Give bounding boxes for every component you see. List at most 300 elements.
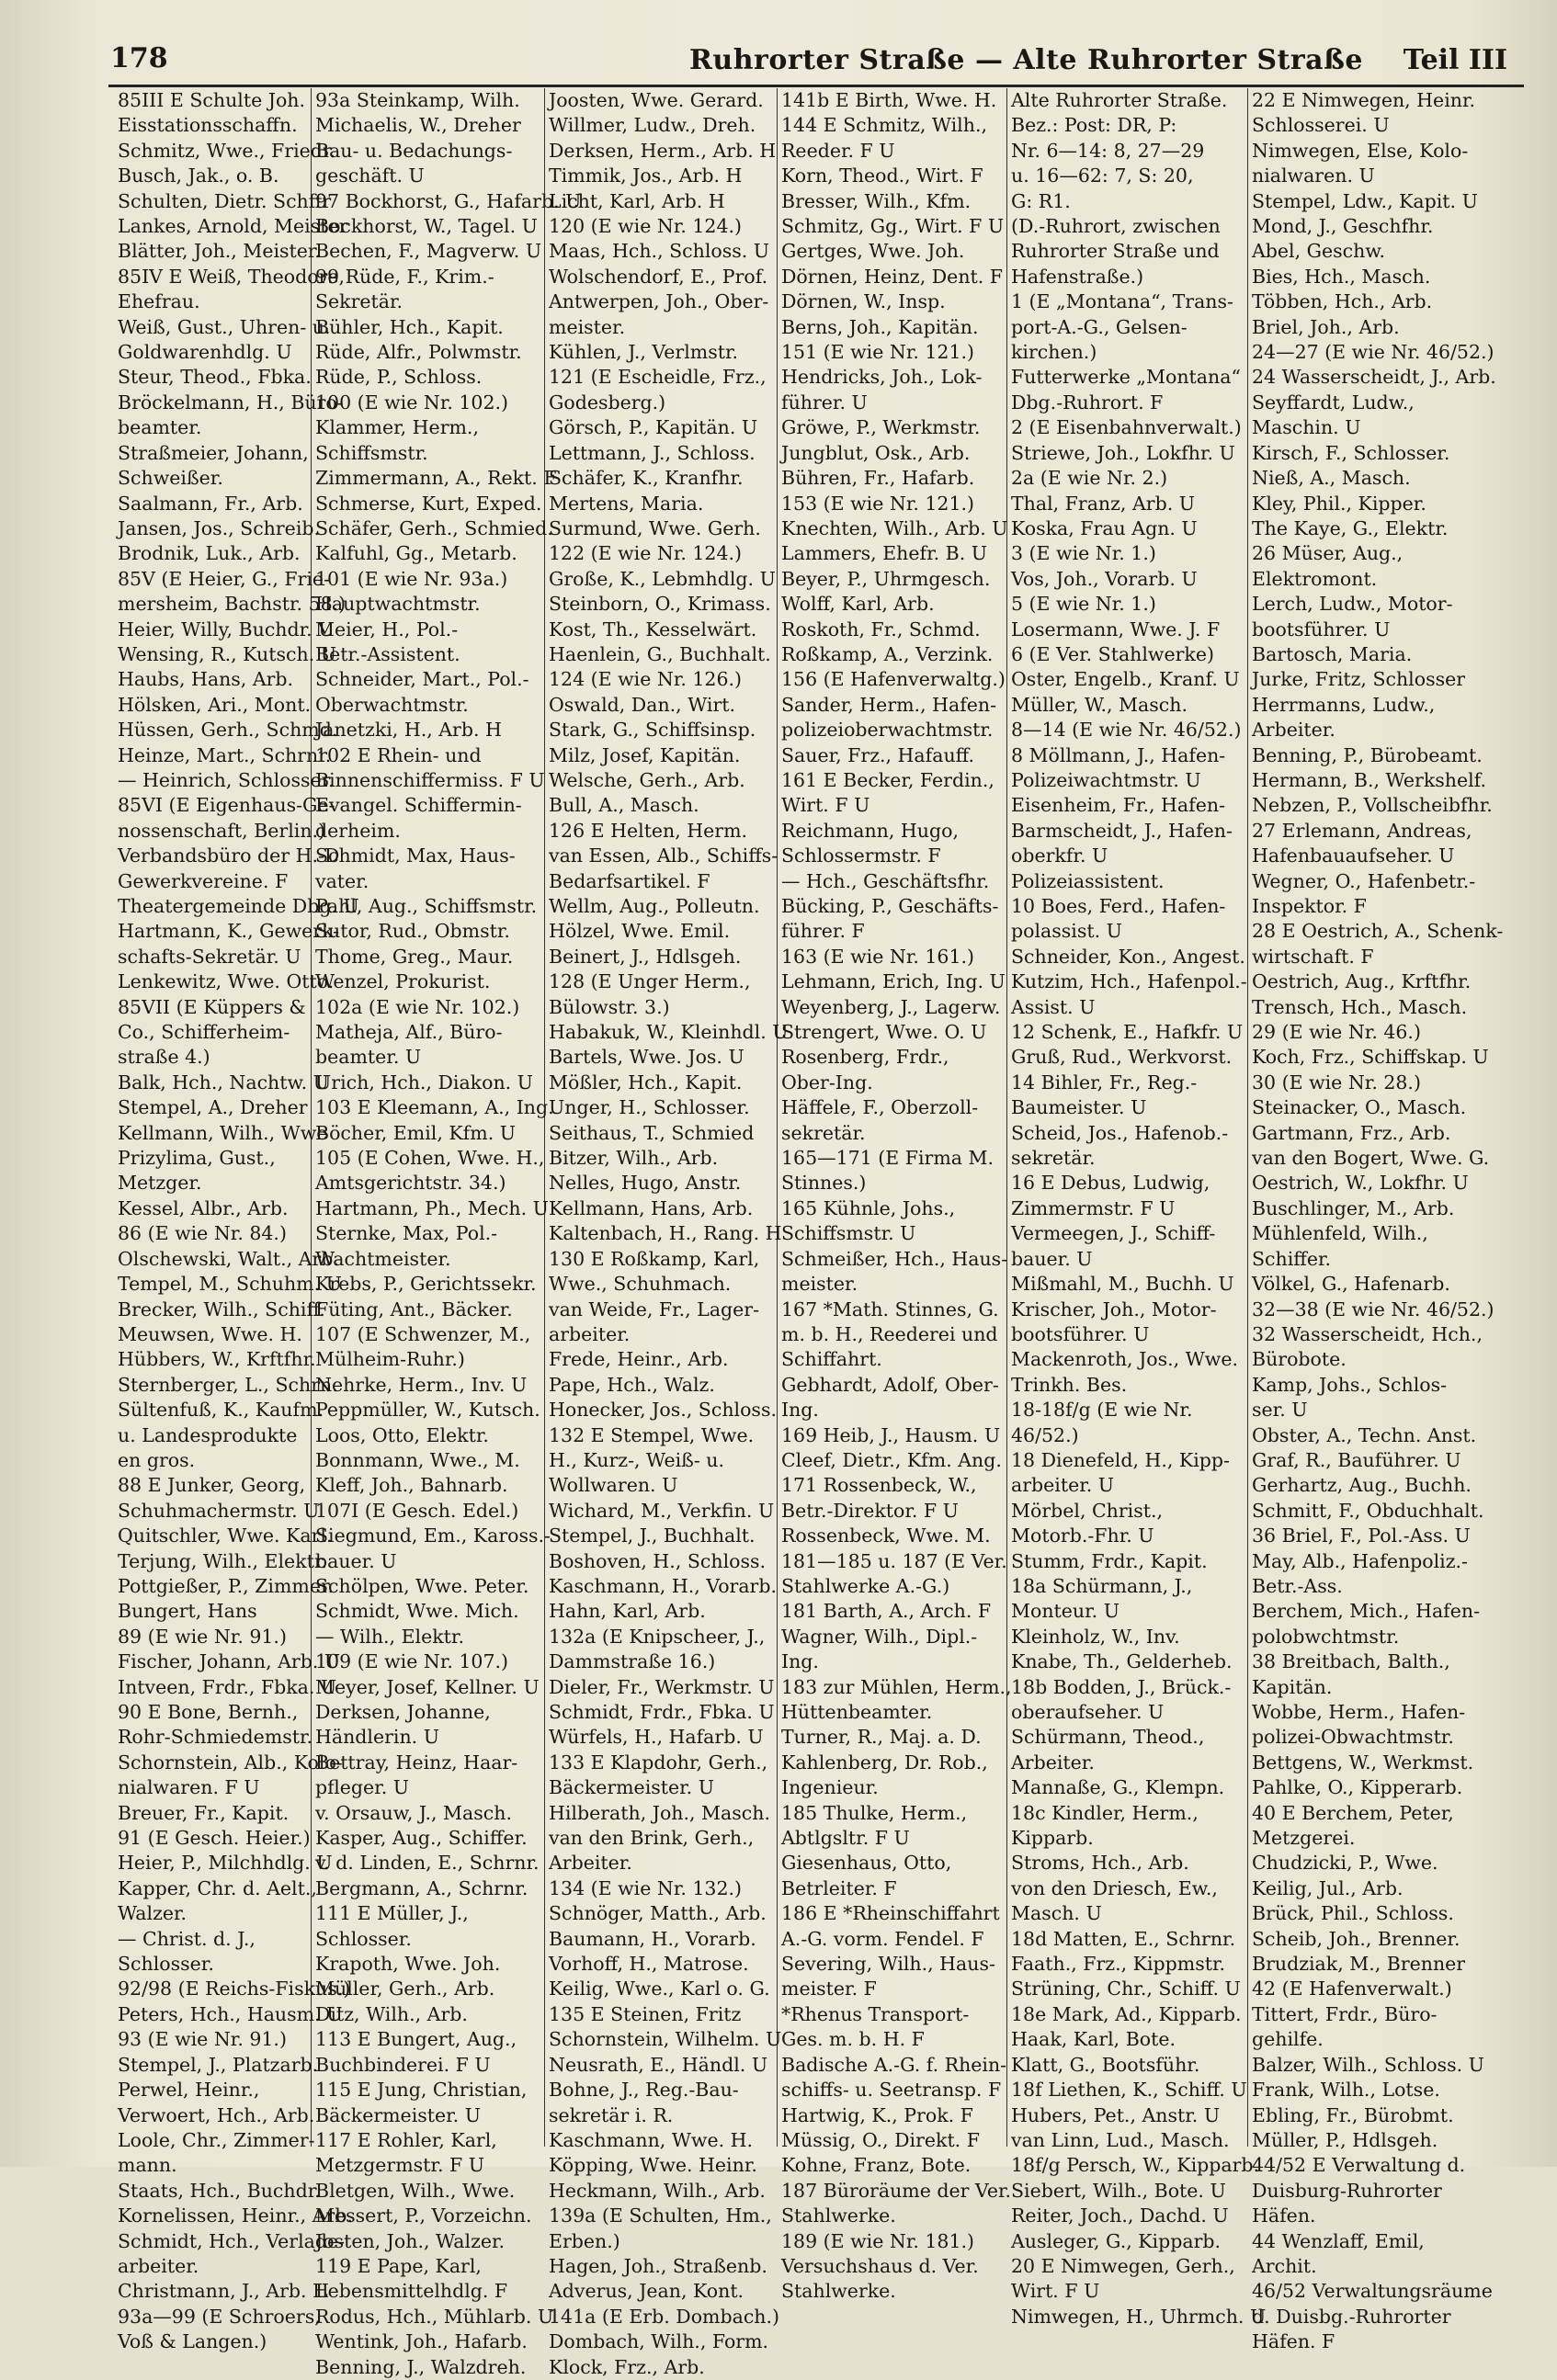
directory-line: Baumann, H., Vorarb. (549, 1927, 756, 1950)
directory-line: Stempel, Ldw., Kapit. U (1252, 189, 1478, 212)
directory-line: Welsche, Gerh., Arb. (549, 768, 745, 791)
directory-line: Abtlgsltr. F U (781, 1827, 910, 1850)
directory-line: Verbandsbüro der H.-D (118, 844, 340, 867)
directory-line: 28 E Oestrich, A., Schenk- (1252, 920, 1504, 943)
directory-line: Loos, Otto, Elektr. (315, 1423, 489, 1446)
directory-line: Seyffardt, Ludw., (1252, 391, 1415, 414)
directory-line: Unger, H., Schlosser. (549, 1096, 750, 1119)
directory-line: Kleinholz, W., Inv. (1011, 1625, 1180, 1648)
directory-line: vater. (315, 869, 369, 892)
directory-line: Pottgießer, P., Zimmer. (118, 1574, 335, 1597)
directory-line: 93a Steinkamp, Wilh. (315, 89, 520, 111)
directory-line: Schmerse, Kurt, Exped. (315, 492, 542, 515)
directory-line: van den Bogert, Wwe. G. (1252, 1147, 1490, 1170)
directory-line: Große, K., Lebmhdlg. U (549, 567, 776, 590)
directory-line: Knechten, Wilh., Arb. U (781, 516, 1008, 539)
directory-line: Hölsken, Ari., Mont. (118, 693, 312, 716)
directory-line: Honecker, Jos., Schloss. (549, 1399, 777, 1422)
directory-line: Hauptwachtmstr. (315, 593, 481, 616)
directory-line: bootsführer. U (1252, 618, 1391, 640)
directory-line: Schäfer, Gerh., Schmied. (315, 516, 553, 539)
directory-line: 130 E Roßkamp, Karl, (549, 1247, 760, 1270)
directory-line: 89 (E wie Nr. 91.) (118, 1625, 287, 1648)
directory-line: Kamp, Johs., Schlos- (1252, 1373, 1448, 1396)
directory-line: 90 E Bone, Bernh., (118, 1701, 299, 1723)
directory-line: Wwe., Schuhmach. (549, 1273, 732, 1296)
directory-line: Brudziak, M., Brenner (1252, 1953, 1466, 1976)
directory-line: 135 E Steinen, Fritz (549, 2002, 742, 2025)
directory-line: v. Orsauw, J., Masch. (315, 1801, 512, 1824)
directory-line: 85V (E Heier, G., Frie- (118, 567, 330, 590)
directory-line: Berchem, Mich., Hafen- (1252, 1600, 1481, 1623)
directory-line: Frank, Wilh., Lotse. (1252, 2079, 1440, 2102)
directory-line: 85III E Schulte Joh. (118, 89, 306, 111)
directory-line: Lammers, Ehefr. B. U (781, 542, 988, 565)
directory-line: Loole, Chr., Zimmer- (118, 2128, 315, 2151)
directory-line: Strengert, Wwe. O. U (781, 1021, 987, 1044)
directory-line: Hartwig, K., Prok. F (781, 2103, 973, 2126)
directory-line: Stempel, A., Dreher (118, 1096, 308, 1119)
directory-line: Lehmann, Erich, Ing. U (781, 970, 1006, 993)
directory-line: Hüssen, Gerh., Schmd. (118, 719, 338, 742)
directory-line: Derksen, Herm., Arb. H (549, 139, 777, 162)
directory-line: Thome, Greg., Maur. (315, 945, 514, 968)
directory-line: Müller, Gerh., Arb. (315, 1978, 495, 2000)
directory-line: Terjung, Wilh., Elektr. (118, 1549, 327, 1572)
directory-line: Roskoth, Fr., Schmd. (781, 618, 981, 640)
directory-line: Licht, Karl, Arb. H (549, 189, 725, 212)
directory-line: Strüning, Chr., Schiff. U (1011, 1978, 1241, 2000)
directory-line: Joosten, Wwe. Gerard. (549, 89, 764, 111)
directory-line: Dieler, Fr., Werkmstr. U (549, 1675, 775, 1698)
directory-line: Müller, W., Masch. (1011, 693, 1188, 716)
directory-line: Schneider, Mart., Pol.- (315, 668, 529, 691)
directory-line: Schölpen, Wwe. Peter. (315, 1574, 529, 1597)
directory-line: Graf, R., Bauführer. U (1252, 1448, 1461, 1471)
directory-line: Matheja, Alf., Büro- (315, 1021, 503, 1044)
directory-line: beamter. U (315, 1046, 422, 1069)
directory-line: Nieß, A., Masch. (1252, 467, 1411, 490)
directory-line: Meier, H., Pol.- (315, 618, 459, 640)
directory-line: 26 Müser, Aug., (1252, 542, 1404, 565)
directory-line: Hafenbauaufseher. U (1252, 844, 1455, 867)
directory-line: 117 E Rohler, Karl, (315, 2128, 497, 2151)
directory-line: Amtsgerichtstr. 34.) (315, 1172, 506, 1195)
directory-line: Füting, Ant., Bäcker. (315, 1298, 513, 1320)
directory-line: arbeiter. (118, 2254, 199, 2277)
directory-line: 42 (E Hafenverwalt.) (1252, 1978, 1452, 2000)
columns-container (114, 88, 1520, 2378)
directory-line: 124 (E wie Nr. 126.) (549, 668, 743, 691)
directory-line: Trinkh. Bes. (1011, 1373, 1128, 1396)
directory-line: Ditz, Wilh., Arb. (315, 2002, 468, 2025)
directory-line: 107 (E Schwenzer, M., (315, 1322, 531, 1345)
directory-line: Kellmann, Hans, Arb. (549, 1196, 754, 1219)
directory-line: Seithaus, T., Schmied (549, 1121, 755, 1144)
directory-line: Schmidt, Wwe. Mich. (315, 1600, 519, 1623)
directory-line: Schmitz, Gg., Wirt. F U (781, 215, 1005, 238)
directory-line: Lenkewitz, Wwe. Otto. (118, 970, 335, 993)
directory-line: Reeder. F U (781, 139, 895, 162)
directory-line: 115 E Jung, Christian, (315, 2079, 528, 2102)
directory-line: Köpping, Wwe. Heinr. (549, 2154, 757, 2177)
directory-line: Chudzicki, P., Wwe. (1252, 1852, 1438, 1875)
directory-line: 46/52.) (1011, 1423, 1079, 1446)
directory-line: schiffs- u. Seetransp. F (781, 2079, 1002, 2102)
directory-line: ser. U (1252, 1399, 1308, 1422)
directory-line: Olschewski, Walt., Arb. (118, 1247, 339, 1270)
directory-line: Bartosch, Maria. (1252, 642, 1413, 665)
directory-line: Hübbers, W., Krftfhr. (118, 1348, 316, 1371)
directory-line: Gartmann, Frz., Arb. (1252, 1121, 1451, 1144)
directory-line: 12 Schenk, E., Hafkfr. U (1011, 1021, 1244, 1044)
directory-line: Mißmahl, M., Buchh. U (1011, 1273, 1234, 1296)
directory-line: Wobbe, Herm., Hafen- (1252, 1701, 1466, 1723)
directory-line: 14 Bihler, Fr., Reg.- (1011, 1071, 1198, 1094)
directory-line: Bäckermeister. U (315, 2103, 481, 2126)
directory-line: Brodnik, Luk., Arb. (118, 542, 301, 565)
directory-line: Rodus, Hch., Mühlarb. U (315, 2305, 554, 2328)
directory-line: Müller, P., Hdlsgeh. (1252, 2128, 1438, 2151)
directory-line: 165 Kühnle, Johs., (781, 1196, 956, 1219)
directory-line: 97 Bockhorst, G., Hafarb. U (315, 189, 582, 212)
directory-line: 46/52 Verwaltungsräume (1252, 2280, 1493, 2303)
header-rule (108, 85, 1524, 87)
directory-line: v. d. Linden, E., Schrnr. (315, 1852, 540, 1875)
directory-line: Schmidt, Hch., Verlade- (118, 2229, 346, 2252)
directory-line: Bartels, Wwe. Jos. U (549, 1046, 744, 1069)
directory-line: Boshoven, H., Schloss. (549, 1549, 767, 1572)
directory-line: Masch. U (1011, 1902, 1102, 1925)
directory-line: Schiffsmstr. (315, 441, 428, 464)
directory-line: Keilig, Wwe., Karl o. G. (549, 1978, 770, 2000)
directory-line: Keilig, Jul., Arb. (1252, 1876, 1404, 1899)
directory-line: Vermeegen, J., Schiff- (1011, 1222, 1216, 1245)
directory-line: Arbeiter. (1011, 1751, 1095, 1774)
directory-line: Koska, Frau Agn. U (1011, 516, 1198, 539)
directory-line: Stroms, Hch., Arb. (1011, 1852, 1189, 1875)
directory-line: Ing. (781, 1650, 819, 1673)
directory-line: Bergmann, A., Schrnr. (315, 1876, 528, 1899)
directory-line: Evangel. Schiffermin- (315, 794, 522, 817)
directory-line: Häffele, F., Oberzoll- (781, 1096, 979, 1119)
directory-line: Schlossermstr. F (781, 844, 941, 867)
directory-line: Balk, Hch., Nachtw. U (118, 1071, 329, 1094)
directory-line: Stinnes.) (781, 1172, 867, 1195)
directory-line: 30 (E wie Nr. 28.) (1252, 1071, 1421, 1094)
directory-line: schafts-Sekretär. U (118, 945, 301, 968)
directory-line: Krapoth, Wwe. Joh. (315, 1953, 501, 1976)
directory-line: gehilfe. (1252, 2028, 1324, 2051)
directory-line: Saalmann, Fr., Arb. (118, 492, 303, 515)
directory-line: Böcher, Emil, Kfm. U (315, 1121, 517, 1144)
directory-line: Benning, P., Bürobeamt. (1252, 743, 1483, 766)
directory-line: kirchen.) (1011, 341, 1097, 364)
directory-line: polizeioberwachtmstr. (781, 719, 994, 742)
directory-line: 102a (E wie Nr. 102.) (315, 995, 520, 1018)
directory-line: Gertges, Wwe. Joh. (781, 240, 965, 263)
directory-line: Thal, Franz, Arb. U (1011, 492, 1196, 515)
directory-line: Briel, Joh., Arb. (1252, 315, 1400, 338)
directory-line: Gewerkvereine. F (118, 869, 289, 892)
directory-line: Peppmüller, W., Kutsch. (315, 1399, 540, 1422)
directory-line: Bettray, Heinz, Haar- (315, 1751, 518, 1774)
directory-line: H., Kurz-, Weiß- u. (549, 1448, 724, 1471)
directory-line: Willmer, Ludw., Dreh. (549, 114, 756, 137)
directory-line: Ebling, Fr., Bürobmt. (1252, 2103, 1454, 2126)
directory-line: Hendricks, Joh., Lok- (781, 366, 983, 389)
directory-line: Michaelis, W., Dreher (315, 114, 521, 137)
directory-line: Benning, J., Walzdreh. (315, 2355, 527, 2378)
directory-line: Arbeiter. (1252, 719, 1335, 742)
directory-line: Badische A.-G. f. Rhein- (781, 2053, 1007, 2076)
directory-line: 107I (E Gesch. Edel.) (315, 1499, 519, 1522)
directory-line: Heckmann, Wilh., Arb. (549, 2179, 766, 2202)
directory-line: Mülheim-Ruhr.) (315, 1348, 465, 1371)
directory-line: 109 (E wie Nr. 107.) (315, 1650, 509, 1673)
directory-line: 105 (E Cohen, Wwe. H., (315, 1147, 545, 1170)
directory-line: Schuhmachermstr. U (118, 1499, 320, 1522)
directory-line: nialwaren. U (1252, 164, 1375, 187)
directory-line: 85VI (E Eigenhaus-Ge- (118, 794, 335, 817)
directory-line: 165—171 (E Firma M. (781, 1147, 994, 1170)
directory-line: Häfen. F (1252, 2330, 1335, 2353)
directory-line: Janetzki, H., Arb. H (315, 719, 502, 742)
directory-line: Zimmermann, A., Rekt. F (315, 467, 557, 490)
directory-line: 18f/g Persch, W., Kipparb. (1011, 2154, 1260, 2177)
directory-line: Co., Schifferheim- (118, 1021, 290, 1044)
directory-line: Wollwaren. U (549, 1474, 678, 1497)
directory-line: Többen, Hch., Arb. (1252, 290, 1433, 313)
directory-line: Würfels, H., Hafarb. U (549, 1726, 764, 1749)
directory-line: — Heinrich, Schlosser. (118, 768, 335, 791)
directory-line: Krebs, P., Gerichtssekr. (315, 1273, 537, 1296)
directory-line: Abel, Geschw. (1252, 240, 1385, 263)
directory-line: Ober-Ing. (781, 1071, 873, 1094)
directory-line: 102 E Rhein- und (315, 743, 482, 766)
directory-line: Bechen, F., Magverw. U (315, 240, 542, 263)
directory-line: Schäfer, K., Kranfhr. (549, 467, 744, 490)
directory-line: bauer. U (1011, 1247, 1093, 1270)
directory-line: 32 Wasserscheidt, Hch., (1252, 1322, 1483, 1345)
directory-line: Baumeister. U (1011, 1096, 1147, 1119)
directory-line: Ingenieur. (781, 1776, 879, 1799)
directory-line: Vorhoff, H., Matrose. (549, 1953, 749, 1976)
directory-line: Völkel, G., Hafenarb. (1252, 1273, 1450, 1296)
directory-line: Bürobote. (1252, 1348, 1347, 1371)
directory-line: Bockhorst, W., Tagel. U (315, 215, 538, 238)
directory-line: 99 Rüde, F., Krim.- (315, 265, 494, 288)
directory-line: straße 4.) (118, 1046, 210, 1069)
directory-line: Bies, Hch., Masch. (1252, 265, 1431, 288)
page-header (110, 39, 1517, 85)
directory-line: 120 (E wie Nr. 124.) (549, 215, 743, 238)
directory-line: 101 (E wie Nr. 93a.) (315, 567, 508, 590)
directory-line: Nebzen, P., Vollscheibfhr. (1252, 794, 1493, 817)
directory-line: Wolff, Karl, Arb. (781, 593, 935, 616)
directory-line: Severing, Wilh., Haus- (781, 1953, 995, 1976)
directory-line: Hartmann, K., Gewerk- (118, 920, 340, 943)
directory-line: m. b. H., Reederei und (781, 1322, 998, 1345)
directory-line: 38 Breitbach, Balth., (1252, 1650, 1450, 1673)
directory-line: Weyenberg, J., Lagerw. (781, 995, 1001, 1018)
directory-line: Surmund, Wwe. Gerh. (549, 516, 761, 539)
directory-line: Bröckelmann, H., Büro- (118, 391, 344, 414)
directory-line: Kleff, Joh., Bahnarb. (315, 1474, 508, 1497)
directory-line: Quitschler, Wwe. Karl. (118, 1524, 333, 1547)
directory-line: Messert, P., Vorzeichn. (315, 2204, 532, 2227)
directory-line: van Weide, Fr., Lager- (549, 1298, 760, 1320)
directory-line: Alte Ruhrorter Straße. (1011, 89, 1228, 111)
directory-line: 134 (E wie Nr. 132.) (549, 1876, 743, 1899)
directory-line: Ruhrorter Straße und (1011, 240, 1220, 263)
directory-line: Häfen. (1252, 2204, 1316, 2227)
directory-line: Kellmann, Wilh., Wwe (118, 1121, 328, 1144)
directory-line: Bücking, P., Geschäfts- (781, 895, 999, 917)
directory-line: Kühlen, J., Verlmstr. (549, 341, 739, 364)
directory-line: Stempel, J., Buchhalt. (549, 1524, 756, 1547)
directory-line: Elektromont. (1252, 567, 1378, 590)
directory-line: 189 (E wie Nr. 181.) (781, 2229, 975, 2252)
directory-line: Oswald, Dan., Wirt. (549, 693, 736, 716)
directory-line: — Wilh., Elektr. (315, 1625, 464, 1648)
page-number: 178 (110, 42, 168, 74)
directory-line: Wirt. F U (1011, 2280, 1100, 2303)
directory-line: Scheid, Jos., Hafenob.- (1011, 1121, 1229, 1144)
directory-line: Bühren, Fr., Hafarb. (781, 467, 975, 490)
directory-line: Mond, J., Geschfhr. (1252, 215, 1434, 238)
directory-line: Kessel, Albr., Arb. (118, 1196, 289, 1219)
directory-line: meister. (781, 1273, 858, 1296)
directory-line: Schmeißer, Hch., Haus- (781, 1247, 1008, 1270)
directory-line: Intveen, Frdr., Fbka. U (118, 1675, 337, 1698)
directory-line: 128 (E Unger Herm., (549, 970, 751, 993)
directory-line: Metzger. (118, 1172, 202, 1195)
directory-line: Kapper, Chr. d. Aelt., (118, 1876, 317, 1899)
directory-line: Bletgen, Wilh., Wwe. (315, 2179, 516, 2202)
directory-line: bootsführer. U (1011, 1322, 1150, 1345)
directory-line: Gröwe, P., Werkmstr. (781, 416, 981, 439)
directory-line: 6 (E Ver. Stahlwerke) (1011, 642, 1214, 665)
directory-line: Josten, Joh., Walzer. (315, 2229, 506, 2252)
directory-line: u. 16—62: 7, S: 20, (1011, 164, 1194, 187)
directory-line: Betr.-Direktor. F U (781, 1499, 959, 1522)
directory-line: Kaschmann, Wwe. H. (549, 2128, 754, 2151)
directory-line: Frede, Heinr., Arb. (549, 1348, 729, 1371)
directory-line: Verwoert, Hch., Arb. (118, 2103, 315, 2126)
directory-line: 144 E Schmitz, Wilh., (781, 114, 987, 137)
directory-line: Bitzer, Wilh., Arb. (549, 1147, 719, 1170)
directory-line: port-A.-G., Gelsen- (1011, 315, 1188, 338)
directory-line: Herrmanns, Ludw., (1252, 693, 1436, 716)
directory-line: 161 E Becker, Ferdin., (781, 768, 994, 791)
directory-line: Oestrich, Aug., Krftfhr. (1252, 970, 1472, 993)
directory-line: Bäckermeister. U (549, 1776, 714, 1799)
directory-line: Hermann, B., Werkshelf. (1252, 768, 1487, 791)
directory-line: Pahl, Aug., Schiffsmstr. (315, 895, 538, 917)
directory-line: 2a (E wie Nr. 2.) (1011, 467, 1168, 490)
directory-line: 183 zur Mühlen, Herm., (781, 1675, 1012, 1698)
directory-line: meister. F (781, 1978, 877, 2000)
directory-line: Straßmeier, Johann, (118, 441, 309, 464)
directory-line: arbeiter. U (1011, 1474, 1115, 1497)
directory-line: 8—14 (E wie Nr. 46/52.) (1011, 719, 1242, 742)
directory-line: van Essen, Alb., Schiffs- (549, 844, 778, 867)
directory-line: Fischer, Johann, Arb. U (118, 1650, 341, 1673)
column-2 (312, 88, 582, 2378)
directory-line: 18 Dienefeld, H., Kipp- (1011, 1448, 1230, 1471)
directory-line: Sauer, Frz., Hafauff. (781, 743, 975, 766)
directory-line: Schweißer. (118, 467, 223, 490)
directory-line: Hartmann, Ph., Mech. U (315, 1196, 549, 1219)
directory-line: 24 Wasserscheidt, J., Arb. (1252, 366, 1496, 389)
directory-line: Hubers, Pet., Anstr. U (1011, 2103, 1221, 2126)
directory-line: oberaufseher. U (1011, 1701, 1165, 1723)
directory-line: Trensch, Hch., Masch. (1252, 995, 1468, 1018)
directory-line: Bohne, J., Reg.-Bau- (549, 2079, 739, 2102)
directory-line: Reichmann, Hugo, (781, 819, 959, 842)
directory-line: Zimmermstr. F U (1011, 1196, 1176, 1219)
directory-line: 121 (E Escheidle, Frz., (549, 366, 767, 389)
directory-line: Dörnen, Heinz, Dent. F (781, 265, 1004, 288)
directory-line: wirtschaft. F (1252, 945, 1374, 968)
directory-line: Dörnen, W., Insp. (781, 290, 946, 313)
directory-line: 93a—99 (E Schroers, (118, 2305, 321, 2328)
directory-line: Faath., Frz., Kippmstr. (1011, 1953, 1226, 1976)
directory-line: Dbg.-Ruhrort. F (1011, 391, 1164, 414)
directory-line: 111 E Müller, J., (315, 1902, 469, 1925)
directory-line: Ausleger, G., Kipparb. (1011, 2229, 1222, 2252)
directory-line: Kaschmann, H., Vorarb. (549, 1574, 777, 1597)
directory-line: sekretär i. R. (549, 2103, 674, 2126)
directory-line: Breuer, Fr., Kapit. (118, 1801, 290, 1824)
column-6 (1248, 88, 1520, 2353)
directory-line: Monteur. U (1011, 1600, 1119, 1623)
directory-line: 141b E Birth, Wwe. H. (781, 89, 997, 111)
directory-line: 20 E Nimwegen, Gerh., (1011, 2254, 1235, 2277)
directory-line: 169 Heib, J., Hausm. U (781, 1423, 1001, 1446)
directory-line: Knabe, Th., Gelderheb. (1011, 1650, 1233, 1673)
directory-line: Beinert, J., Hdlsgeh. (549, 945, 742, 968)
directory-line: Ing. (781, 1399, 819, 1422)
directory-line: Scheib, Joh., Brenner. (1252, 1927, 1460, 1950)
directory-line: 88 E Junker, Georg, (118, 1474, 306, 1497)
directory-line: Stahlwerke. (781, 2280, 896, 2303)
directory-line: 139a (E Schulten, Hm., (549, 2204, 772, 2227)
directory-line: Klatt, G., Bootsführ. (1011, 2053, 1200, 2076)
directory-line: Dammstraße 16.) (549, 1650, 716, 1673)
directory-line: Hölzel, Wwe. Emil. (549, 920, 731, 943)
directory-line: Sander, Herm., Hafen- (781, 693, 997, 716)
directory-line: 18c Kindler, Herm., (1011, 1801, 1199, 1824)
directory-line: Reiter, Joch., Dachd. U (1011, 2204, 1229, 2227)
directory-line: Schmidt, Max, Haus- (315, 844, 516, 867)
directory-line: pfleger. U (315, 1776, 410, 1799)
directory-line: Kutzim, Hch., Hafenpol.- (1011, 970, 1247, 993)
directory-line: Stumm, Frdr., Kapit. (1011, 1549, 1208, 1572)
directory-line: Wichard, M., Verkfin. U (549, 1499, 775, 1522)
directory-line: 18b Bodden, J., Brück.- (1011, 1675, 1232, 1698)
directory-line: Schiffsmstr. U (781, 1222, 916, 1245)
directory-line: derheim. (315, 819, 401, 842)
directory-line: 36 Briel, F., Pol.-Ass. U (1252, 1524, 1471, 1547)
directory-line: 24—27 (E wie Nr. 46/52.) (1252, 341, 1494, 364)
directory-line: A.-G. vorm. Fendel. F (781, 1927, 984, 1950)
directory-line: Heier, Willy, Buchdr. U (118, 618, 335, 640)
directory-line: Kaltenbach, H., Rang. H (549, 1222, 782, 1245)
directory-line: Rosenberg, Frdr., (781, 1046, 949, 1069)
directory-line: Timmik, Jos., Arb. H (549, 164, 743, 187)
